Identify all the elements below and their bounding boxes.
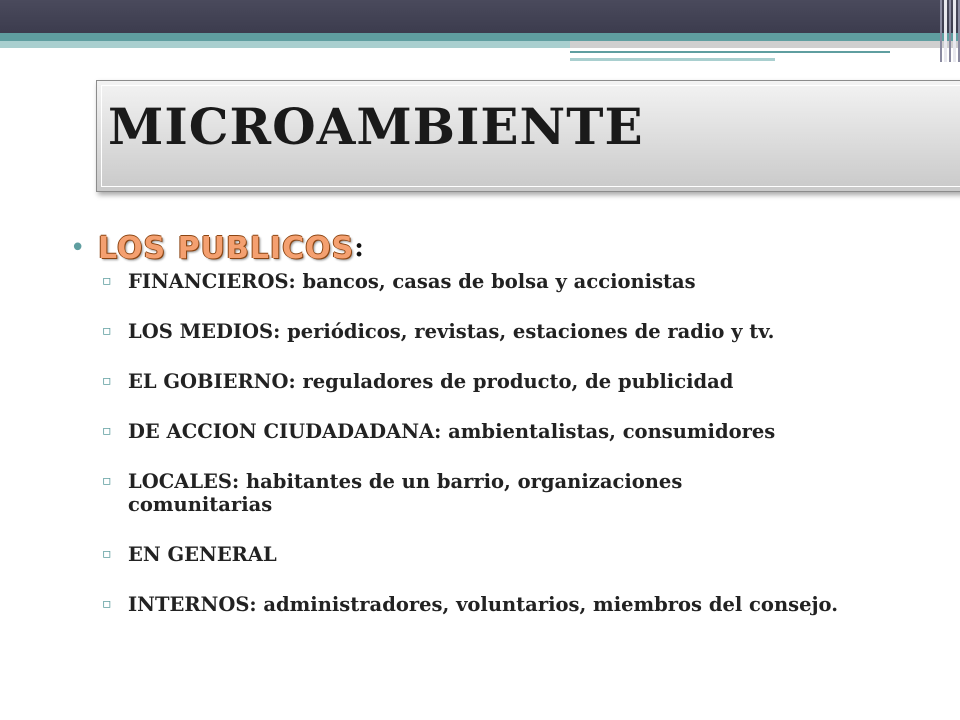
accent-line <box>570 51 890 53</box>
bullet-icon: • <box>70 233 86 263</box>
list-item-text: LOCALES: habitantes de un barrio, organizaciones comunitarias <box>128 470 683 516</box>
accent-line-2 <box>570 58 775 61</box>
section-heading: LOS PUBLICOS <box>98 230 355 266</box>
content <box>70 228 930 616</box>
square-bullet-icon: ▫ <box>102 373 112 389</box>
list-item <box>70 593 918 616</box>
square-bullet-icon: ▫ <box>102 423 112 439</box>
section-heading-row <box>70 228 930 268</box>
list-item <box>70 470 828 516</box>
list-item-text: EN GENERAL <box>128 543 277 566</box>
list-item <box>70 543 930 566</box>
list-item-text: LOS MEDIOS: periódicos, revistas, estaciones de radio y tv. <box>128 320 775 343</box>
list-item <box>70 420 930 443</box>
square-bullet-icon: ▫ <box>102 596 112 612</box>
slide-title: MICROAMBIENTE <box>108 97 644 156</box>
list-item-text: INTERNOS: administradores, voluntarios, miembros del consejo. <box>128 593 839 616</box>
top-bar <box>0 0 960 33</box>
square-bullet-icon: ▫ <box>102 546 112 562</box>
accent-stripe-light <box>0 41 570 48</box>
accent-stripe-gray <box>570 41 960 48</box>
corner-bars <box>930 0 960 62</box>
list-item-text: DE ACCION CIUDADADANA: ambientalistas, consumidores <box>128 420 776 443</box>
square-bullet-icon: ▫ <box>102 273 112 289</box>
square-bullet-icon: ▫ <box>102 323 112 339</box>
section-heading-colon: : <box>354 233 364 263</box>
list-item <box>70 270 930 293</box>
list-item-text: EL GOBIERNO: reguladores de producto, de publicidad <box>128 370 734 393</box>
list-item-text: FINANCIEROS: bancos, casas de bolsa y accionistas <box>128 270 696 293</box>
accent-stripe <box>0 33 960 41</box>
square-bullet-icon: ▫ <box>102 473 112 489</box>
list-item <box>70 320 930 343</box>
list-item <box>70 370 930 393</box>
